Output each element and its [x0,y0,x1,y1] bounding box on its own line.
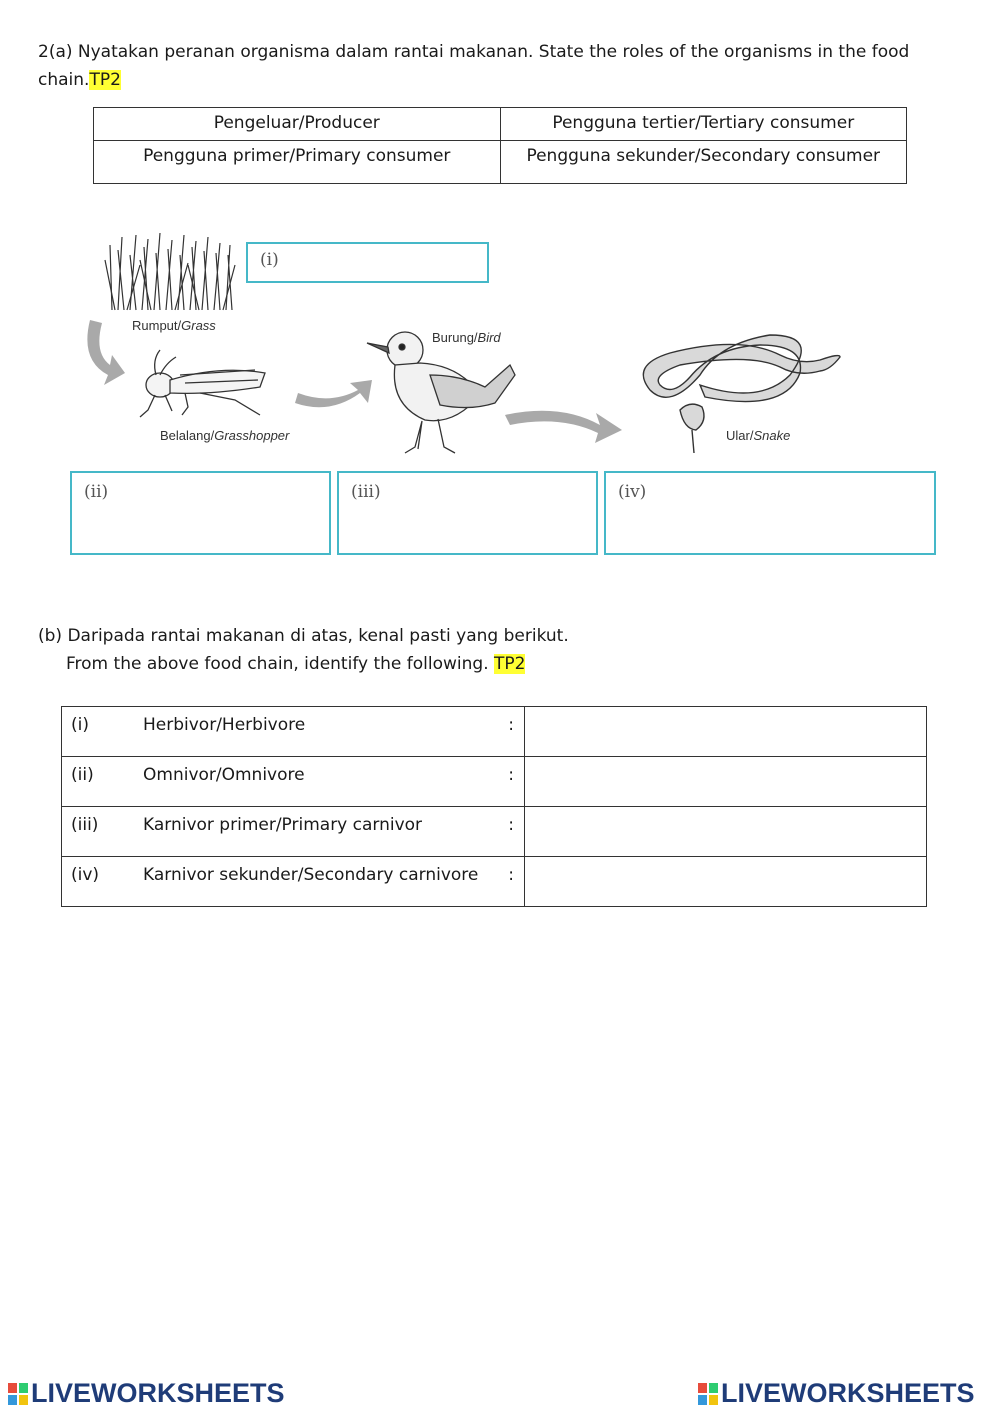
row-number: (iv) [71,865,100,885]
row-number: (i) [71,715,89,735]
footer-brand-left: LIVEWORKSHEETS [8,1378,285,1409]
label-grasshopper: Belalang/Grasshopper [160,428,290,443]
answer-box-i[interactable]: (i) [246,242,489,283]
row-colon: : [508,715,514,735]
row-colon: : [508,815,514,835]
answer-cell-secondary-carnivore[interactable] [525,857,927,907]
roles-options-table [93,107,907,184]
table-row [62,757,927,807]
question-b-line2: From the above food chain, identify the following. [66,654,489,674]
table-row [62,707,927,757]
footer-brand-right: LIVEWORKSHEETS [698,1378,975,1409]
liveworksheets-logo-icon [8,1383,28,1405]
option-producer: Pengeluar/Producer [94,108,501,141]
label-snake: Ular/Snake [726,428,791,443]
option-primary-consumer: Pengguna primer/Primary consumer [94,141,501,184]
table-row [62,807,927,857]
grasshopper-image [140,350,265,417]
option-secondary-consumer: Pengguna sekunder/Secondary consumer [500,141,907,184]
row-number: (iii) [71,815,99,835]
label-bird: Burung/Bird [432,330,501,345]
answer-box-ii[interactable]: (ii) [70,471,331,555]
row-label: Omnivor/Omnivore [143,765,305,785]
option-tertiary-consumer: Pengguna tertier/Tertiary consumer [500,108,907,141]
question-b-line2-wrap [66,650,525,678]
row-colon: : [508,765,514,785]
arrow-1 [87,320,125,385]
answer-box-iii[interactable]: (iii) [337,471,598,555]
answer-cell-omnivore[interactable] [525,757,927,807]
bird-image [367,332,515,453]
question-a-line2: chain. [38,70,90,90]
question-b-line1: (b) Daripada rantai makanan di atas, kenal pasti yang berikut. [38,626,569,646]
arrow-3 [505,411,622,443]
row-colon: : [508,865,514,885]
row-label: Herbivor/Herbivore [143,715,306,735]
answer-cell-primary-carnivore[interactable] [525,807,927,857]
identify-table [61,706,927,907]
question-a [38,38,968,94]
arrow-2 [295,380,372,407]
row-label: Karnivor primer/Primary carnivor [143,815,423,835]
liveworksheets-logo-icon [698,1383,718,1405]
tp-badge: TP2 [89,70,121,90]
tp-badge-b: TP2 [494,654,526,674]
row-label: Karnivor sekunder/Secondary carnivore [143,865,479,885]
grass-image [105,233,235,310]
row-number: (ii) [71,765,94,785]
answer-cell-herbivore[interactable] [525,707,927,757]
table-row [62,857,927,907]
answer-box-iv[interactable]: (iv) [604,471,936,555]
question-a-line1: 2(a) Nyatakan peranan organisma dalam rantai makanan. State the roles of the organisms in the food [38,42,910,62]
label-grass: Rumput/Grass [132,318,216,333]
